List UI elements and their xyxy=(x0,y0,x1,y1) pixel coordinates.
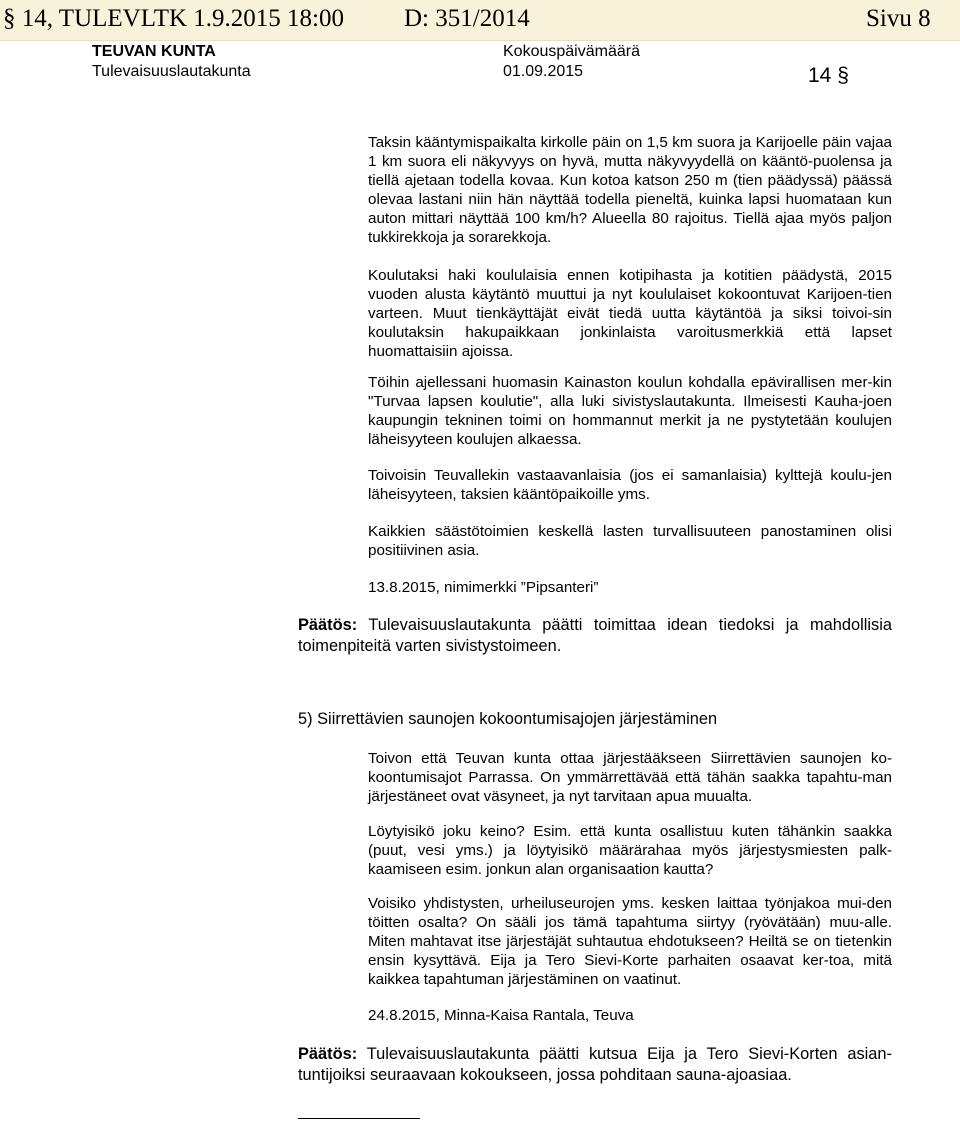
committee-name: Tulevaisuuslautakunta xyxy=(92,63,251,80)
paragraph: Taksin kääntymispaikalta kirkolle päin on 1,5 km suora ja Karijoelle päin vajaa 1 km suora eli näkyvyys on hyvä, mutta näkyvyydellä on kääntö-puolensa ja tiellä ajetaan todella kovaa. Kun kotoa katson 250 m (tien päädyssä) päässä olevaa lastani niin hän näyttää todella pieneltä, kuinka lapsi huomataan kun auton mittari näyttää 100 km/h? Alueella 80 rajoitus. Tiellä ajaa myös paljon tukkirekkoja ja sorarekkoja. xyxy=(368,134,892,246)
section-number: 14 § xyxy=(808,64,849,87)
signature: 24.8.2015, Minna-Kaisa Rantala, Teuva xyxy=(368,1007,634,1024)
paragraph: Toivoisin Teuvallekin vastaavanlaisia (jos ei samanlaisia) kylttejä koulu-jen läheisyyteen, taksien kääntöpaikoille yms. xyxy=(368,467,892,503)
initiative-1-text xyxy=(368,466,892,504)
paragraph: Koulutaksi haki koululaisia ennen kotipihasta ja kotitien päädystä, 2015 vuoden alusta käytäntö muuttui ja nyt koululaiset kokoontuvat Karijoen-tien varteen. Muut tienkäyttäjät eivät tiedä uutta käytäntöä ja siksi toivoi-sin koulutaksin hakupaikkaan jonkinlaista varoitusmerkkiä että lapset huomattaisiin ajoissa. xyxy=(368,267,892,360)
meeting-date: 01.09.2015 xyxy=(503,63,584,80)
decision-label: Päätös: xyxy=(298,616,358,634)
paragraph: Löytyisikö joku keino? Esim. että kunta osallistuu kuten tähänkin saakka (puut, vesi yms.) ja löytyisikö määrärahaa myös järjestysmiesten palk-kaamiseen esim. jonkun alan organisaation kautta? xyxy=(368,823,892,878)
decision-text: Tulevaisuuslautakunta päätti toimittaa idean tiedoksi ja mahdollisia toimenpiteitä varten sivistystoimeen. xyxy=(298,616,892,655)
initiative-2-text xyxy=(368,894,892,989)
signature: 13.8.2015, nimimerkki ”Pipsanteri” xyxy=(368,579,599,596)
footnote-divider xyxy=(298,1118,420,1119)
initiative-1-text xyxy=(368,522,892,560)
meeting-date-label: Kokouspäivämäärä xyxy=(503,43,640,60)
paragraph: Toivon että Teuvan kunta ottaa järjestääkseen Siirrettävien saunojen ko-koontumisajot Parrassa. On ymmärrettävää että tähän saakka tapahtu-man järjestäneet ovat väsyneet, ja nyt tarvitaan apua muualta. xyxy=(368,750,892,805)
paragraph: Töihin ajellessani huomasin Kainaston koulun kohdalla epävirallisen mer-kin "Turvaa lapsen koulutie", alla luki sivistyslautakunta. Ilmeisesti Kauha-joen kaupungin tekninen toimi on hommannut merkit ja ne pystytetään koulujen läheisyyteen koulujen alkaessa. xyxy=(368,374,892,448)
section-reference: § 14, TULEVLTK 1.9.2015 18:00 xyxy=(3,5,344,32)
paragraph: Voisiko yhdistysten, urheiluseurojen yms. kesken laittaa työnjakoa mui-den töitten osalta? On sääli jos tämä tapahtuma siirtyy (ryövätään) muu-alle. Miten mahtavat itse järjestäjät suhtautua ehdotukseen? Heiltä se on tietenkin ensin kysyttävä. Eija ja Tero Sievi-Korte parhaiten osaavat ker-toa, mitä kaikkea tapahtuman järjestäminen on vaatinut. xyxy=(368,895,892,988)
decision-2 xyxy=(298,1044,892,1085)
decision-label: Päätös: xyxy=(298,1045,358,1063)
paragraph: Kaikkien säästötoimien keskellä lasten turvallisuuteen panostaminen olisi positiivinen asia. xyxy=(368,523,892,559)
document-topbar xyxy=(0,0,960,41)
initiative-1-text xyxy=(368,266,892,361)
page-label: Sivu 8 xyxy=(866,5,931,32)
initiative-1-text xyxy=(368,373,892,449)
initiative-1-text xyxy=(368,133,892,247)
initiative-2-text xyxy=(368,749,892,806)
initiative-1-signature xyxy=(368,578,892,597)
initiative-2-text xyxy=(368,822,892,879)
organization-name: TEUVAN KUNTA xyxy=(92,43,216,60)
document-reference: D: 351/2014 xyxy=(404,5,530,32)
initiative-2-signature xyxy=(368,1006,892,1025)
initiative-2-heading: 5) Siirrettävien saunojen kokoontumisajojen järjestäminen xyxy=(298,710,718,728)
decision-1 xyxy=(298,615,892,656)
decision-text: Tulevaisuuslautakunta päätti kutsua Eija ja Tero Sievi-Korten asian-tuntijoiksi seuraavaan kokoukseen, jossa pohditaan sauna-ajoasiaa. xyxy=(298,1045,892,1084)
